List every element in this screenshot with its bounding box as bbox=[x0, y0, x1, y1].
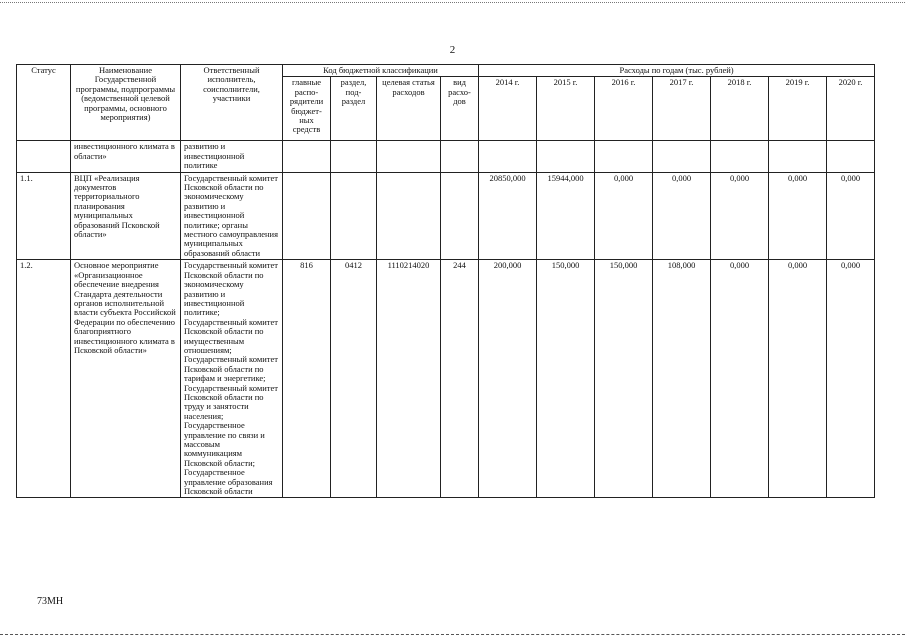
row-name: Основное мероприятие «Организационное обеспечение внедрения Стандарта деятельности органов исполнительной власти субъекта Российской Федерации по обеспечению благоприятного инвестиционного климата в Псковской области» bbox=[71, 260, 181, 498]
row-value-2016: 0,000 bbox=[595, 172, 653, 260]
header-year-2014: 2014 г. bbox=[479, 77, 537, 141]
row-value-2018: 0,000 bbox=[711, 172, 769, 260]
header-year-2018: 2018 г. bbox=[711, 77, 769, 141]
header-year-2016: 2016 г. bbox=[595, 77, 653, 141]
row-value-2019: 0,000 bbox=[769, 260, 827, 498]
footer-code: 73МН bbox=[37, 596, 64, 607]
header-name: Наименование Государственной программы, подпрограммы (ведомственной целевой программы, основного мероприятия) bbox=[71, 65, 181, 141]
header-code-group: Код бюджетной классификации bbox=[283, 65, 479, 77]
header-year-2017: 2017 г. bbox=[653, 77, 711, 141]
row-executor: Государственный комитет Псковской области по экономическому развитию и инвестиционной политике; Государственный комитет Псковской области по имущественным отношениям; Государственный комитет Псковской области по тарифам и энергетике; Государственный комитет Псковской области по труду и занятости населения; Государственное управление по связи и массовым коммуникациям Псковской области; Государственное управление образования Псковской области bbox=[181, 260, 283, 498]
header-grbs: главные распо-рядители бюджет-ных средств bbox=[283, 77, 331, 141]
row-value-2020: 0,000 bbox=[827, 172, 875, 260]
row-value-2020: 0,000 bbox=[827, 260, 875, 498]
row-executor: Государственный комитет Псковской области по экономическому развитию и инвестиционной политике; органы местного самоуправления муниципальных образований области bbox=[181, 172, 283, 260]
row-name: инвестиционного климата в области» bbox=[71, 141, 181, 172]
header-type: вид расхо-дов bbox=[441, 77, 479, 141]
row-value-2014 bbox=[479, 141, 537, 172]
row-name: ВЦП «Реализация документов территориального планирования муниципальных образований Псковской области» bbox=[71, 172, 181, 260]
row-type bbox=[441, 172, 479, 260]
row-value-2017: 0,000 bbox=[653, 172, 711, 260]
row-type: 244 bbox=[441, 260, 479, 498]
row-target bbox=[377, 141, 441, 172]
header-executor: Ответственный исполнитель, соисполнители, участники bbox=[181, 65, 283, 141]
header-year-2020: 2020 г. bbox=[827, 77, 875, 141]
row-value-2014: 20850,000 bbox=[479, 172, 537, 260]
header-section: раздел, под-раздел bbox=[331, 77, 377, 141]
row-value-2016: 150,000 bbox=[595, 260, 653, 498]
row-section: 0412 bbox=[331, 260, 377, 498]
header-year-2015: 2015 г. bbox=[537, 77, 595, 141]
row-executor: развитию и инвестиционной политике bbox=[181, 141, 283, 172]
row-value-2017 bbox=[653, 141, 711, 172]
row-section bbox=[331, 172, 377, 260]
table-row bbox=[17, 172, 875, 260]
row-value-2020 bbox=[827, 141, 875, 172]
table-row bbox=[17, 260, 875, 498]
row-grbs bbox=[283, 141, 331, 172]
header-year-2019: 2019 г. bbox=[769, 77, 827, 141]
row-value-2018: 0,000 bbox=[711, 260, 769, 498]
header-expenses-group: Расходы по годам (тыс. рублей) bbox=[479, 65, 875, 77]
budget-table bbox=[16, 64, 875, 498]
row-value-2019 bbox=[769, 141, 827, 172]
row-value-2018 bbox=[711, 141, 769, 172]
row-value-2016 bbox=[595, 141, 653, 172]
row-status bbox=[17, 141, 71, 172]
row-value-2014: 200,000 bbox=[479, 260, 537, 498]
table-row bbox=[17, 141, 875, 172]
page-number: 2 bbox=[449, 44, 456, 56]
row-target: 1110214020 bbox=[377, 260, 441, 498]
row-value-2017: 108,000 bbox=[653, 260, 711, 498]
row-value-2015: 15944,000 bbox=[537, 172, 595, 260]
row-target bbox=[377, 172, 441, 260]
bottom-scan-edge bbox=[0, 634, 905, 635]
row-value-2015: 150,000 bbox=[537, 260, 595, 498]
row-status: 1.2. bbox=[17, 260, 71, 498]
top-scan-edge bbox=[0, 2, 905, 3]
header-row-1 bbox=[17, 65, 875, 77]
header-status: Статус bbox=[17, 65, 71, 141]
row-section bbox=[331, 141, 377, 172]
row-type bbox=[441, 141, 479, 172]
row-status: 1.1. bbox=[17, 172, 71, 260]
header-target: целевая статья расходов bbox=[377, 77, 441, 141]
row-value-2019: 0,000 bbox=[769, 172, 827, 260]
row-value-2015 bbox=[537, 141, 595, 172]
row-grbs: 816 bbox=[283, 260, 331, 498]
row-grbs bbox=[283, 172, 331, 260]
